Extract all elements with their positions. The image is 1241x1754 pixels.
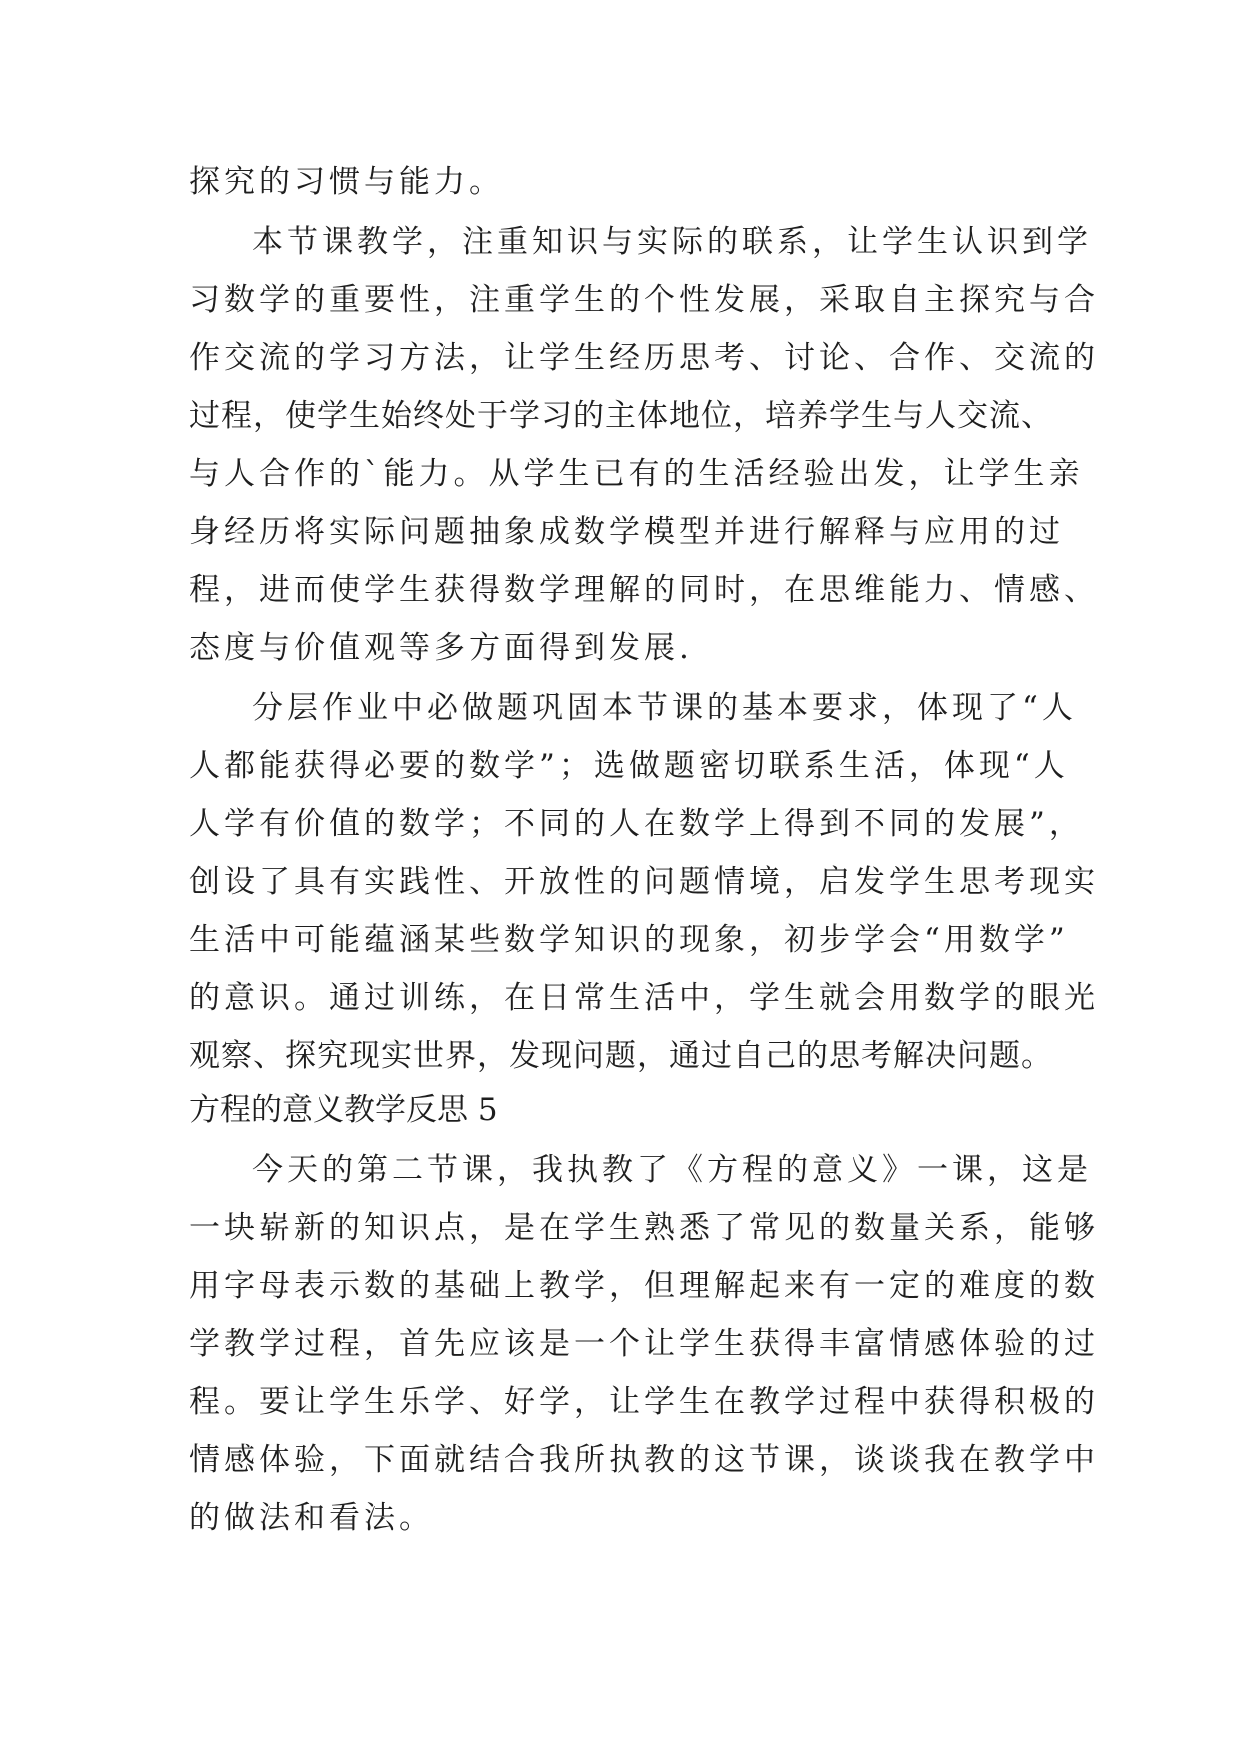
text-line: 生活中可能蕴涵某些数学知识的现象，初步学会“用数学” [189,922,1069,958]
text-line: 人都能获得必要的数学”；选做题密切联系生活，体现“人 [189,748,1069,784]
text-line: 程。要让学生乐学、好学，让学生在教学过程中获得积极的 [189,1384,1099,1420]
text-line: 观察、探究现实世界，发现问题，通过自己的思考解决问题。 [189,1038,1053,1074]
paragraph-start-line: 今天的第二节课，我执教了《方程的意义》一课，这是 [252,1152,1092,1188]
text-line: 人学有价值的数学；不同的人在数学上得到不同的发展”， [189,806,1084,842]
text-line: 情感体验，下面就结合我所执教的这节课，谈谈我在教学中 [189,1442,1099,1478]
text-line: 学教学过程，首先应该是一个让学生获得丰富情感体验的过 [189,1326,1099,1362]
text-line: 身经历将实际问题抽象成数学模型并进行解释与应用的过 [189,514,1064,550]
section-heading: 方程的意义教学反思 5 [189,1092,498,1128]
text-line: 与人合作的`能力。从学生已有的生活经验出发，让学生亲 [189,456,1084,492]
text-line: 习数学的重要性，注重学生的个性发展，采取自主探究与合 [189,282,1099,318]
text-line: 探究的习惯与能力。 [189,164,504,200]
text-line: 过程，使学生始终处于学习的主体地位，培养学生与人交流、 [189,398,1053,434]
text-line: 作交流的学习方法，让学生经历思考、讨论、合作、交流的 [189,340,1099,376]
text-line: 态度与价值观等多方面得到发展. [189,630,693,666]
paragraph-start-line: 本节课教学，注重知识与实际的联系，让学生认识到学 [252,224,1092,260]
text-line: 程，进而使学生获得数学理解的同时，在思维能力、情感、 [189,572,1099,608]
text-line: 一块崭新的知识点，是在学生熟悉了常见的数量关系，能够 [189,1210,1099,1246]
text-line: 创设了具有实践性、开放性的问题情境，启发学生思考现实 [189,864,1099,900]
text-line: 的意识。通过训练，在日常生活中，学生就会用数学的眼光 [189,980,1099,1016]
text-line: 用字母表示数的基础上教学，但理解起来有一定的难度的数 [189,1268,1099,1304]
paragraph-start-line: 分层作业中必做题巩固本节课的基本要求，体现了“人 [252,690,1077,726]
text-line: 的做法和看法。 [189,1500,434,1536]
